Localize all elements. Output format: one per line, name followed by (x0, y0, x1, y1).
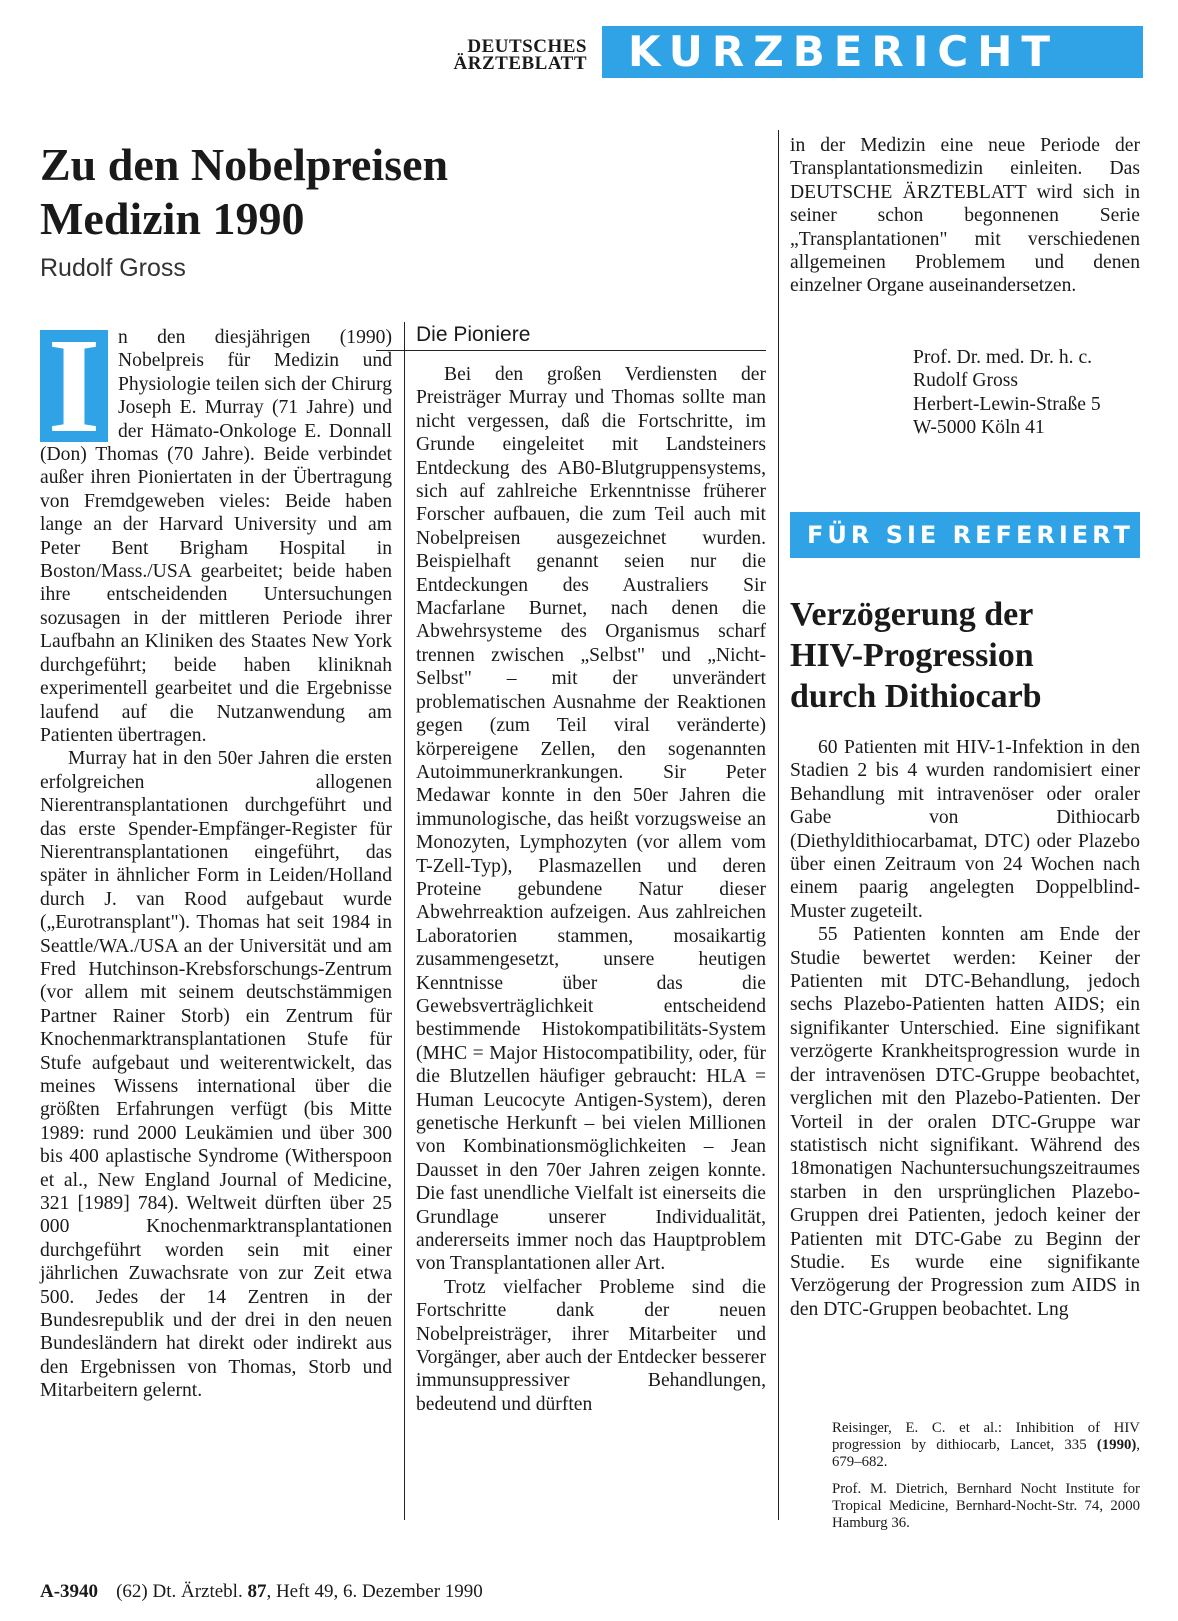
article-title-line1: Zu den Nobelpreisen (40, 139, 449, 190)
citation-suffix: , Heft 49, 6. Dezember 1990 (266, 1581, 483, 1602)
dropcap (40, 311, 108, 461)
address-line: W-5000 Köln 41 (913, 417, 1045, 439)
column-divider-1 (404, 322, 405, 1520)
referiert-paragraph-1: 60 Patienten mit HIV-1-Infektion in den Stadien 2 bis 4 wurden randomisiert einer Behandlung mit intravenöser oder oraler Gabe von Dithiocarb (Diethyldithiocarbamat, DTC) oder Plazebo über einen Zeitraum von 24 Wochen nach einem paarig angelegten Doppelblind-Muster zugeteilt. (790, 737, 1140, 922)
referiert-title-line1: Verzögerung der (790, 596, 1034, 633)
author-address (913, 346, 1143, 440)
article-title-line2: Medizin 1990 (40, 193, 305, 244)
page-footer (40, 1581, 483, 1603)
reference-1 (832, 1420, 1140, 1471)
article-column-1 (40, 311, 392, 1403)
reference-2: Prof. M. Dietrich, Bernhard Nocht Institute for Tropical Medicine, Bernhard-Nocht-Str. 74, 2000 Hamburg 36. (832, 1481, 1140, 1531)
article-title (40, 138, 600, 246)
referiert-banner (790, 512, 1140, 558)
section-heading: Die Pioniere (376, 322, 766, 351)
journal-logo (417, 38, 587, 72)
referiert-label: FÜR SIE REFERIERT (807, 521, 1134, 549)
article-column-2 (416, 322, 766, 1416)
article-paragraph-1-text: n den diesjährigen (1990) Nobelpreis für Medizin und Physiologie teilen sich der Chirurg Joseph E. Murray (71 Jahre) und der Hämato-Onkologe E. Donnall (Don) Thomas (70 Jahre). Beide verbindet außer ihren Pioniertaten in der Übertragung von Fremdgeweben vieles: Beide haben lange an der Harvard University und am Peter Bent Brigham Hospital in Boston/Mass./USA gearbeitet; beide haben ihre entscheidenden Untersuchungen sozusagen in der mittleren Periode ihrer Laufbahn an Kliniken des Staates New York durchgeführt; beide haben kliniknah experimentell gearbeitet und die Ergebnisse laufend auf die Nutzanwendung am Patienten übertragen. (40, 327, 392, 746)
address-line: Prof. Dr. med. Dr. h. c. (913, 347, 1093, 368)
address-line: Herbert-Lewin-Straße 5 (913, 393, 1101, 415)
referiert-title-line2: HIV-Progression (790, 637, 1034, 674)
article-author: Rudolf Gross (40, 254, 186, 282)
page-number: A-3940 (40, 1581, 99, 1602)
referiert-title-line3: durch Dithiocarb (790, 678, 1042, 715)
references (832, 1420, 1140, 1542)
article-paragraph-3: Bei den großen Verdiensten der Preisträger Murray und Thomas sollte man nicht vergessen, daß die Fortschritte, im Grunde eingeleitet mit Landsteiners Entdeckung des AB0-Blutgruppensystems, sich auf zahlreiche Erkenntnisse früherer Forscher aufbauen, die zum Teil auch mit Nobelpreisen ausgezeichnet wurden. Beispielhaft genannt seien nur die Entdeckungen des Australiers Sir Macfarlane Burnet, nach denen die Abwehrsysteme des Organismus scharf trennen zwischen „Selbst" und „Nicht-Selbst" – mit der unverändert problematischen Ausnahme der Reaktionen gegen (zum Teil viral veränderte) körpereigene Zellen, den sogenannten Autoimmunerkrankungen. Sir Peter Medawar konnte in den 50er Jahren die immunologische, das heißt vorzugsweise an Monozyten, Lymphozyten (vor allem vom T-Zell-Typ), Plasmazellen und deren Proteine gebundene Natur dieser Abwehrreaktion aufzeigen. Aus zahlreichen Laboratorien stammen, mosaikartig zusammengesetzt, unsere heutigen Kenntnisse über das die Gewebsverträglichkeit entscheidend bestimmende Histokompatibilitäts-System (MHC = Major Histocompatibility, oder, für die Blutzellen häufiger gebraucht: HLA = Human Leucocyte Antigen-System), deren genetische Herkunft – bei vielen Millionen von Kombinationsmöglichkeiten – Jean Dausset in den 70er Jahren zeigen konnte. Die fast unendliche Vielfalt ist einerseits die Grundlage unserer Individualität, andererseits immer noch das Hauptproblem von Transplantationen aller Art. (416, 364, 766, 1275)
referiert-paragraph-2: 55 Patienten konnten am Ende der Studie bewertet werden: Keiner der Patienten mit DTC-Behandlung, jedoch sechs Plazebo-Patienten hatten AIDS; ein signifikanter Unterschied. Eine signifikant verzögerte Krankheitsprogression wurde in der intravenösen DTC-Gruppe beobachtet, verglichen mit den Plazebo-Patienten. Der Vorteil in der oralen DTC-Gruppe war statistisch nicht signifikant. Während des 18monatigen Nachuntersuchungszeitraumes starben in den ursprünglichen Plazebo-Gruppen drei Patienten, jedoch keiner der Patienten mit DTC-Gabe zu Beginn der Studie. Es wurde eine signifikante Verzögerung der Progression zum AIDS in den DTC-Gruppen beobachtet. Lng (790, 924, 1140, 1320)
article-paragraph-1 (40, 311, 392, 747)
journal-logo-line1: DEUTSCHES (467, 36, 587, 57)
citation-prefix: (62) Dt. Ärztebl. (116, 1581, 248, 1602)
reference-1-text: Reisinger, E. C. et al.: Inhibition of HIV progression by dithiocarb, Lancet, 335 (832, 1420, 1140, 1453)
dropcap-letter: I (47, 311, 101, 461)
article-paragraph-5: in der Medizin eine neue Periode der Transplantationsmedizin einleiten. Das DEUTSCHE ÄRZTEBLATT wird sich in seiner schon begonnenen Serie „Transplantationen" mit verschiedenen allgemeinen Problemem und denen einzelner Organe auseinandersetzen. (790, 135, 1140, 297)
section-label: KURZBERICHT (628, 27, 1060, 76)
article-paragraph-4: Trotz vielfacher Probleme sind die Fortschritte dank der neuen Nobelpreisträger, ihrer Mitarbeiter und Vorgänger, aber auch der Entdecker besserer immunsuppressiver Behandlungen, bedeutend und dürften (416, 1276, 766, 1415)
citation-volume: 87 (247, 1581, 267, 1602)
journal-logo-line2: ÄRZTEBLATT (453, 53, 587, 74)
article-column-3 (790, 134, 1140, 298)
referiert-body (790, 736, 1140, 1321)
address-line: Rudolf Gross (913, 370, 1019, 392)
article-paragraph-2: Murray hat in den 50er Jahren die ersten erfolgreichen allogenen Nierentransplantationen durchgeführt und das erste Spender-Empfänger-Register für Nierentransplantationen eingeführt, das später in ähnlicher Form in Leiden/Holland durch J. van Rood aufgebaut wurde („Eurotransplant"). Thomas hat seit 1984 in Seattle/WA./USA an der Universität und am Fred Hutchinson-Krebsforschungs-Zentrum (vor allem mit seinem deutschstämmigen Partner Rainer Storb) ein Zentrum für Knochenmarktransplantationen Stufe für Stufe aufgebaut und weiterentwickelt, das meines Wissens international über die größten Erfahrungen verfügt (bis Mitte 1989: rund 2000 Leukämien und über 300 bis 400 aplastische Syndrome (Witherspoon et al., New England Journal of Medicine, 321 [1989] 784). Weltweit dürften über 25 000 Knochenmarktransplantationen durchgeführt worden sein mit einer jährlichen Zuwachsrate von zur Zeit etwa 500. Jedes der 14 Zentren in der Bundesrepublik und der drei in den neuen Bundesländern hat direkt oder indirekt aus den Ergebnissen von Thomas, Storb und Mitarbeitern gelernt. (40, 748, 392, 1402)
column-divider-2 (778, 130, 779, 1520)
reference-1-pages: , 679–682. (832, 1437, 1140, 1470)
reference-1-year: (1990) (1096, 1437, 1137, 1453)
referiert-title (790, 594, 1150, 717)
section-banner (602, 26, 1143, 78)
